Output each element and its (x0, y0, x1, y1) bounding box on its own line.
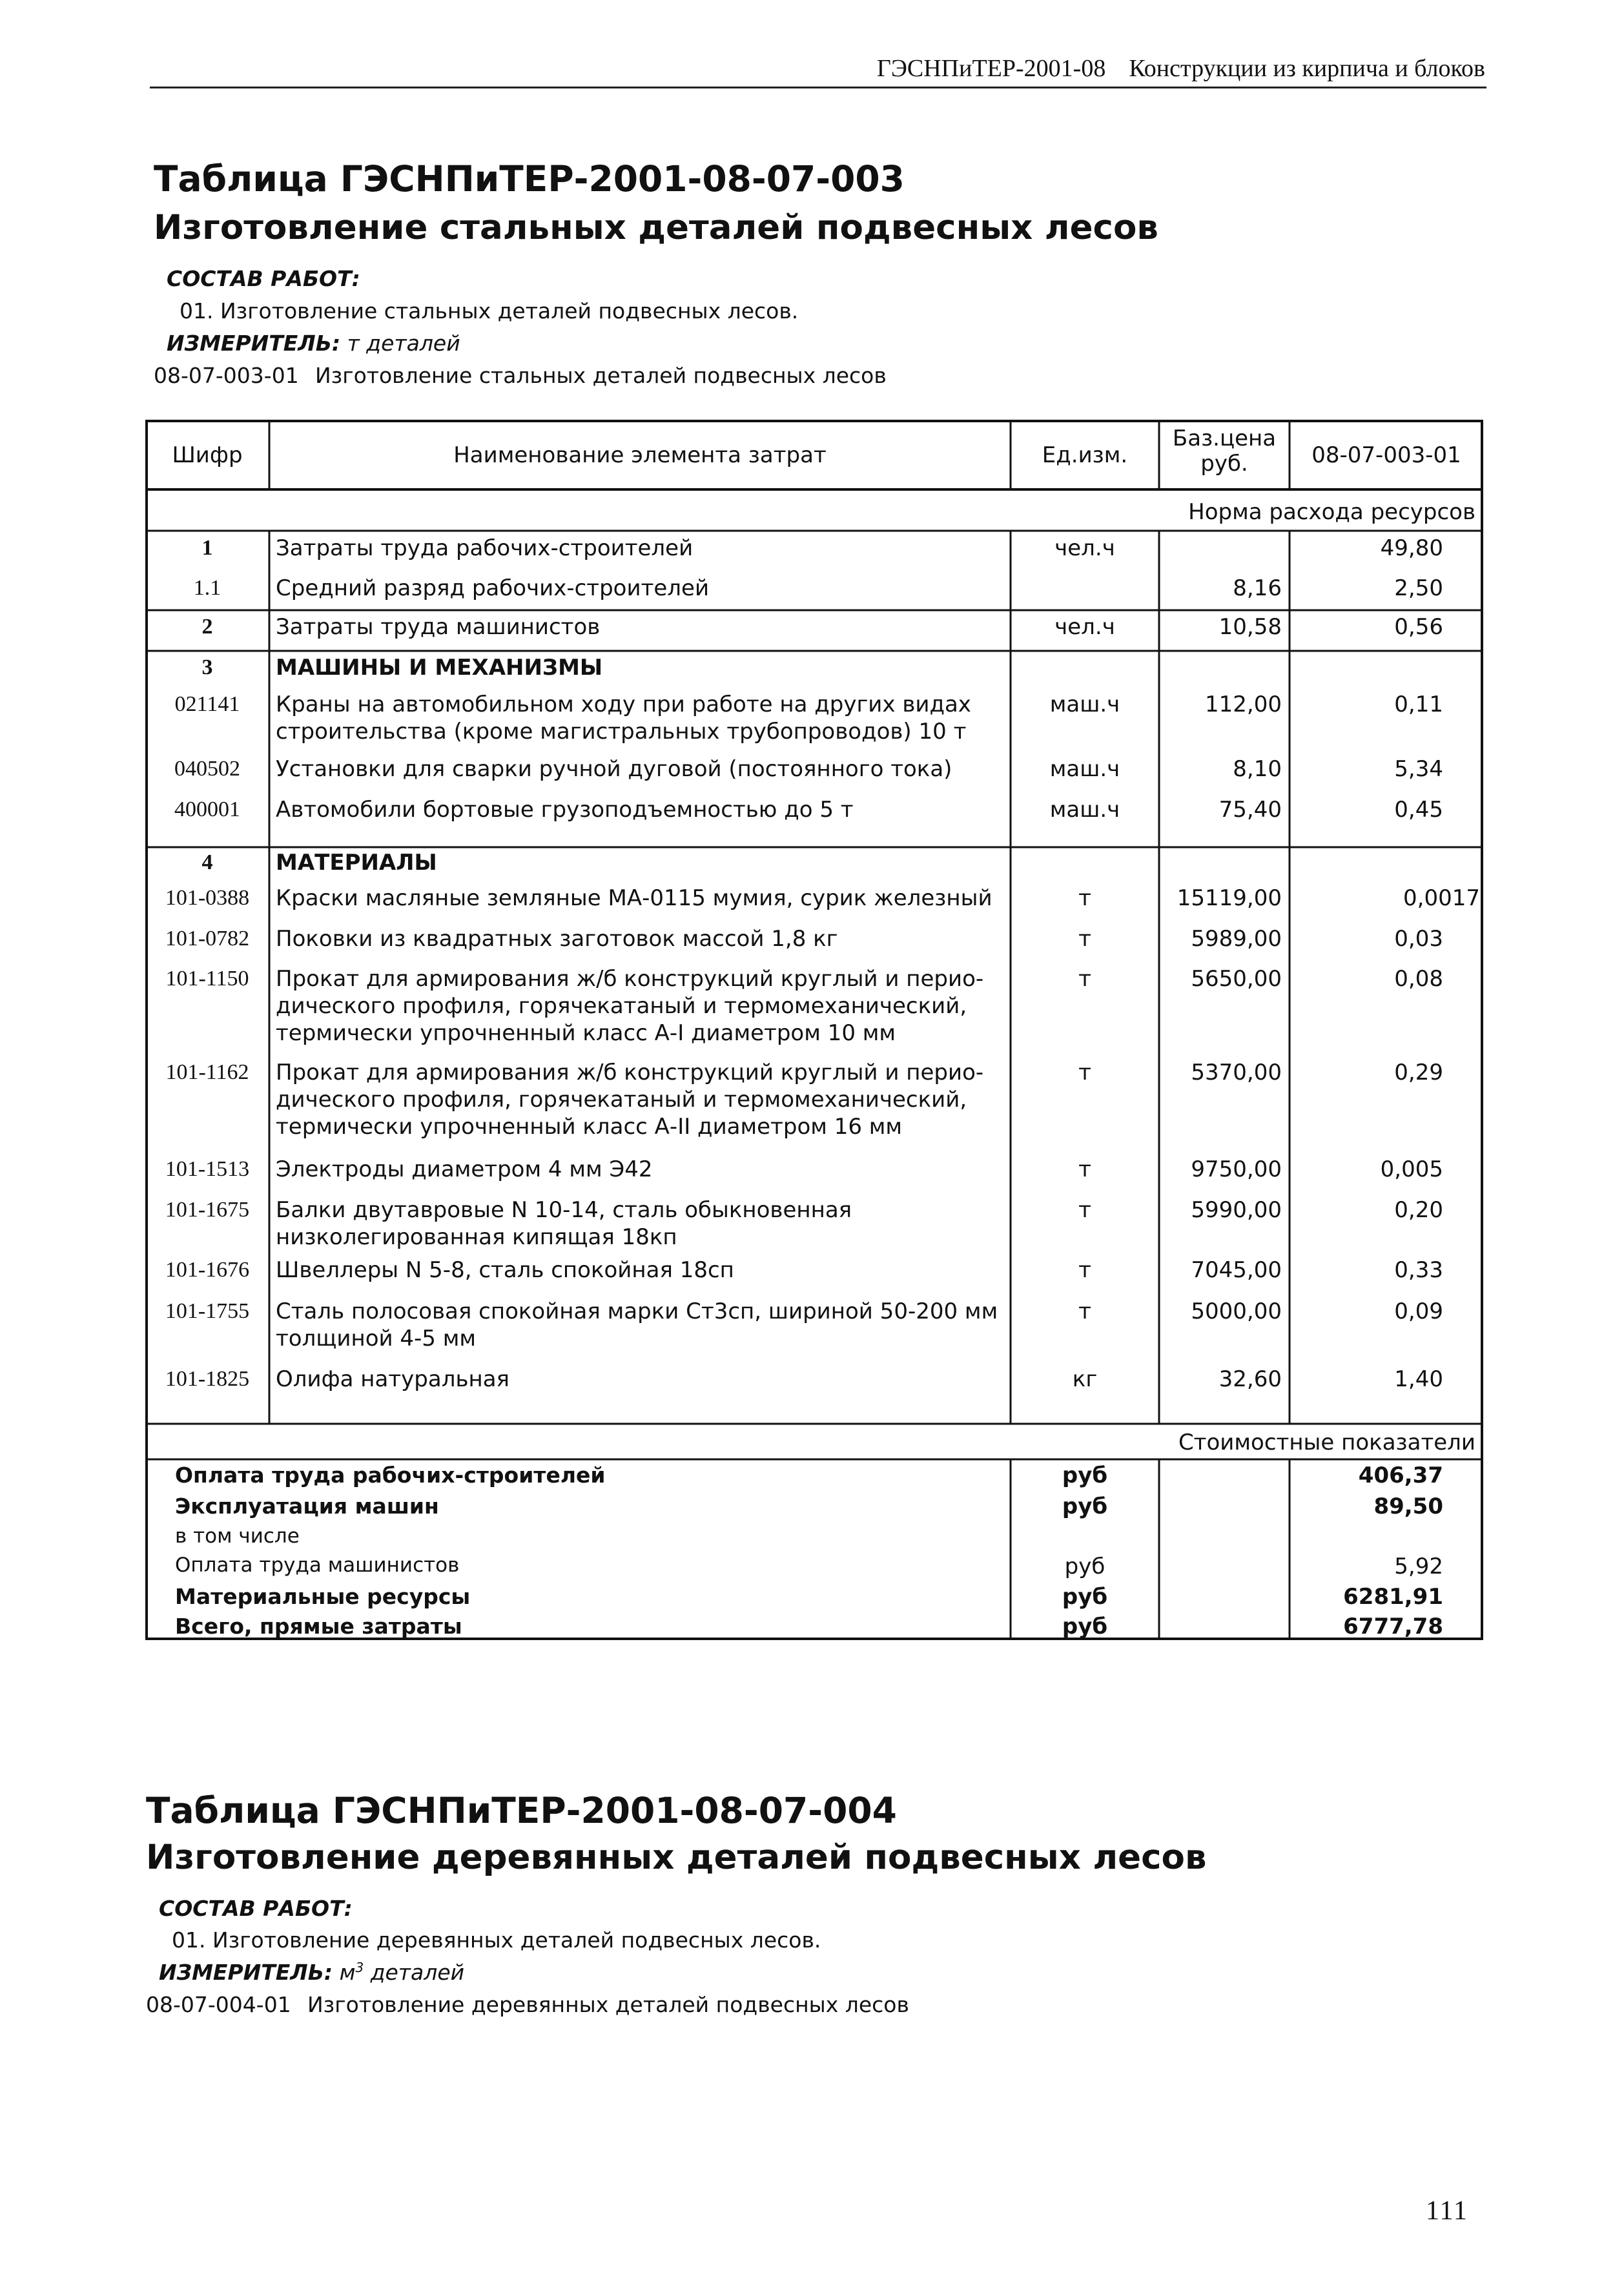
table1-measure-value: т деталей (347, 331, 460, 356)
row-unit: чел.ч (1054, 614, 1115, 640)
row-name-line: Прокат для армирования ж/б конструкций круглый и перио- (276, 1060, 984, 1085)
row-name (276, 755, 1005, 783)
row-price: 32,60 (1218, 1366, 1282, 1392)
row-name (276, 575, 1005, 602)
row-unit: т (1078, 1197, 1091, 1223)
row-name-line: низколегированная кипящая 18кп (276, 1224, 677, 1250)
row-price: 7045,00 (1191, 1257, 1282, 1283)
header-code: ГЭСНПиТЕР-2001-08 (876, 55, 1106, 82)
cost-row-unit: руб (1062, 1614, 1108, 1639)
row-code: 101-1755 (165, 1299, 250, 1323)
table2-title: Таблица ГЭСНПиТЕР-2001-08-07-004 (146, 1790, 897, 1831)
row-value: 0,005 (1380, 1156, 1443, 1182)
row-price: 15119,00 (1177, 885, 1282, 911)
column-header-norm: 08-07-003-01 (1311, 442, 1461, 468)
running-header (877, 54, 1485, 83)
table1-measure (167, 331, 460, 356)
cost-row-value: 89,50 (1373, 1494, 1443, 1519)
row-name-line: Электроды диаметром 4 мм Э42 (276, 1156, 653, 1182)
table2-measure (159, 1960, 464, 1985)
cost-row-name: Эксплуатация машин (175, 1494, 439, 1519)
table1-measure-label: ИЗМЕРИТЕЛЬ: (167, 331, 341, 356)
row-name (276, 1156, 1005, 1183)
row-value: 0,29 (1394, 1060, 1443, 1085)
row-code: 021141 (174, 692, 240, 716)
row-unit: т (1078, 926, 1091, 952)
column-header-code: Шифр (172, 442, 243, 468)
row-code: 040502 (174, 757, 240, 781)
row-name-line: Швеллеры N 5-8, сталь спокойная 18сп (276, 1257, 734, 1283)
row-value: 2,50 (1394, 575, 1443, 601)
cost-row-unit: руб (1064, 1554, 1105, 1579)
header-section: Конструкции из кирпича и блоков (1129, 55, 1485, 82)
row-unit: маш.ч (1049, 756, 1120, 782)
table1-code-line (154, 363, 1058, 392)
row-name-line: Сталь полосовая спокойная марки Ст3сп, шириной 50-200 мм (276, 1299, 998, 1324)
row-unit: маш.ч (1049, 692, 1120, 717)
row-name (276, 849, 1005, 876)
row-name-line: МАШИНЫ И МЕХАНИЗМЫ (276, 655, 603, 681)
row-code: 2 (201, 615, 213, 639)
row-name-line: Автомобили бортовые грузоподъемностью до 5 т (276, 797, 854, 823)
row-name (276, 1366, 1005, 1393)
row-name (276, 1059, 1005, 1140)
column-header-price (1159, 426, 1290, 477)
row-name (276, 654, 1005, 681)
row-name (276, 796, 1005, 823)
row-price: 9750,00 (1191, 1156, 1282, 1182)
row-price: 5370,00 (1191, 1060, 1282, 1085)
row-code: 400001 (174, 797, 240, 821)
row-unit: маш.ч (1049, 797, 1120, 823)
column-header-unit: Ед.изм. (1042, 442, 1128, 468)
table2-code-desc: Изготовление деревянных деталей подвесных лесов (307, 1992, 909, 2017)
cost-row-value: 6777,78 (1343, 1614, 1443, 1639)
row-price: 5990,00 (1191, 1197, 1282, 1223)
row-code: 101-1676 (165, 1258, 250, 1282)
row-name (276, 613, 1005, 641)
table1-code-desc: Изготовление стальных деталей подвесных лесов (315, 363, 887, 388)
cost-row-name: Материальные ресурсы (175, 1584, 471, 1609)
row-name (276, 1196, 1005, 1251)
row-name-line: МАТЕРИАЛЫ (276, 850, 437, 876)
row-value: 0,20 (1394, 1197, 1443, 1223)
row-name-line: Затраты труда машинистов (276, 614, 601, 640)
row-name-line: Средний разряд рабочих-строителей (276, 575, 710, 601)
table2-subtitle: Изготовление деревянных деталей подвесных лесов (146, 1838, 1207, 1877)
row-value: 0,09 (1394, 1299, 1443, 1324)
norm-header: Норма расхода ресурсов (1188, 499, 1475, 525)
row-unit: т (1078, 1156, 1091, 1182)
cost-row-value: 5,92 (1394, 1554, 1443, 1579)
table2-measure-label: ИЗМЕРИТЕЛЬ: (159, 1960, 333, 1985)
row-code: 101-1825 (165, 1367, 250, 1391)
cost-row-unit: руб (1062, 1463, 1108, 1488)
row-unit: т (1078, 1060, 1091, 1085)
row-price: 112,00 (1205, 692, 1282, 717)
row-value: 0,56 (1394, 614, 1443, 640)
table2-code: 08-07-004-01 (146, 1992, 291, 2017)
row-price: 5989,00 (1191, 926, 1282, 952)
row-unit: чел.ч (1054, 535, 1115, 561)
row-code: 101-1513 (165, 1157, 250, 1181)
table1-code: 08-07-003-01 (154, 363, 299, 388)
row-name (276, 1298, 1005, 1352)
column-header-price-line1: Баз.цена (1172, 426, 1277, 451)
table1-title: Таблица ГЭСНПиТЕР-2001-08-07-003 (154, 158, 905, 200)
cost-row-name: Оплата труда машинистов (175, 1554, 460, 1577)
row-price: 8,10 (1233, 756, 1282, 782)
row-unit: т (1078, 966, 1091, 992)
row-value: 0,03 (1394, 926, 1443, 952)
row-unit: т (1078, 1257, 1091, 1283)
page-number: 111 (1426, 2196, 1468, 2226)
row-code: 4 (201, 850, 213, 874)
row-price: 5000,00 (1191, 1299, 1282, 1324)
row-name (276, 535, 1005, 562)
row-unit: кг (1072, 1366, 1098, 1392)
row-name-line: Краски масляные земляные МА-0115 мумия, сурик железный (276, 885, 992, 911)
header-rule (150, 87, 1486, 88)
row-price: 8,16 (1233, 575, 1282, 601)
row-name-line: Балки двутавровые N 10-14, сталь обыкновенная (276, 1197, 852, 1223)
cost-row-name: Оплата труда рабочих-строителей (175, 1463, 606, 1488)
cost-row-name: в том числе (175, 1525, 300, 1548)
row-code: 101-1162 (165, 1060, 249, 1084)
row-name-line: дического профиля, горячекатаный и термомеханический, (276, 993, 967, 1019)
cost-row-unit: руб (1062, 1494, 1108, 1519)
table2-measure-rest: деталей (364, 1960, 465, 1985)
row-code: 1 (201, 536, 213, 560)
row-name-line: Затраты труда рабочих-строителей (276, 535, 694, 561)
row-code: 101-0388 (165, 886, 250, 910)
row-name-line: строительства (кроме магистральных трубопроводов) 10 т (276, 719, 967, 745)
table1-composition-item: 01. Изготовление стальных деталей подвесных лесов. (180, 298, 799, 324)
column-header-price-line2: руб. (1200, 451, 1248, 477)
row-name-line: Олифа натуральная (276, 1366, 509, 1392)
row-unit: т (1078, 885, 1091, 911)
row-name (276, 691, 1005, 745)
row-name-line: термически упрочненный класс А-II диаметром 16 мм (276, 1114, 903, 1140)
row-name-line: Поковки из квадратных заготовок массой 1,8 кг (276, 926, 838, 952)
cost-row-unit: руб (1062, 1584, 1108, 1610)
row-price: 75,40 (1218, 797, 1282, 823)
cost-row-name: Всего, прямые затраты (175, 1614, 462, 1639)
row-name-line: толщиной 4-5 мм (276, 1326, 477, 1351)
row-value: 5,34 (1394, 756, 1443, 782)
table2-code-line (146, 1992, 1050, 2021)
row-code: 101-1150 (165, 967, 249, 991)
row-value: 0,11 (1394, 692, 1443, 717)
row-code: 1.1 (193, 576, 221, 600)
norms-table (145, 420, 1483, 1640)
cost-header: Стоимостные показатели (1178, 1430, 1475, 1455)
row-code: 101-1675 (165, 1198, 250, 1222)
row-value: 0,08 (1394, 966, 1443, 992)
row-name-line: дического профиля, горячекатаный и термомеханический, (276, 1087, 967, 1113)
row-value: 0,33 (1394, 1257, 1443, 1283)
row-price: 5650,00 (1191, 966, 1282, 992)
row-name-line: Прокат для армирования ж/б конструкций круглый и перио- (276, 966, 984, 992)
table2-composition-label: СОСТАВ РАБОТ: (159, 1896, 353, 1921)
cost-row-value: 6281,91 (1343, 1584, 1443, 1610)
row-name-line: Установки для сварки ручной дуговой (постоянного тока) (276, 756, 952, 782)
cost-row-value: 406,37 (1358, 1463, 1443, 1488)
row-price: 10,58 (1218, 614, 1282, 640)
row-name (276, 885, 1005, 912)
row-value: 0,45 (1394, 797, 1443, 823)
table2-measure-sup: 3 (355, 1960, 364, 1975)
row-code: 3 (201, 655, 213, 679)
row-unit: т (1078, 1299, 1091, 1324)
column-header-name: Наименование элемента затрат (453, 442, 827, 468)
row-code: 101-0782 (165, 927, 250, 950)
row-value: 49,80 (1380, 535, 1443, 561)
row-name (276, 1257, 1005, 1284)
table2-measure-unit: м (339, 1960, 356, 1985)
table2-composition-item: 01. Изготовление деревянных деталей подвесных лесов. (172, 1927, 821, 1953)
table1-subtitle: Изготовление стальных деталей подвесных лесов (154, 208, 1158, 247)
row-name-line: термически упрочненный класс А-I диаметром 10 мм (276, 1020, 896, 1046)
row-name (276, 925, 1005, 952)
row-name (276, 965, 1005, 1047)
row-name-line: Краны на автомобильном ходу при работе на других видах (276, 692, 971, 717)
row-value: 1,40 (1394, 1366, 1443, 1392)
row-value: 0,0017 (1403, 885, 1480, 911)
table1-composition-label: СОСТАВ РАБОТ: (167, 266, 360, 291)
